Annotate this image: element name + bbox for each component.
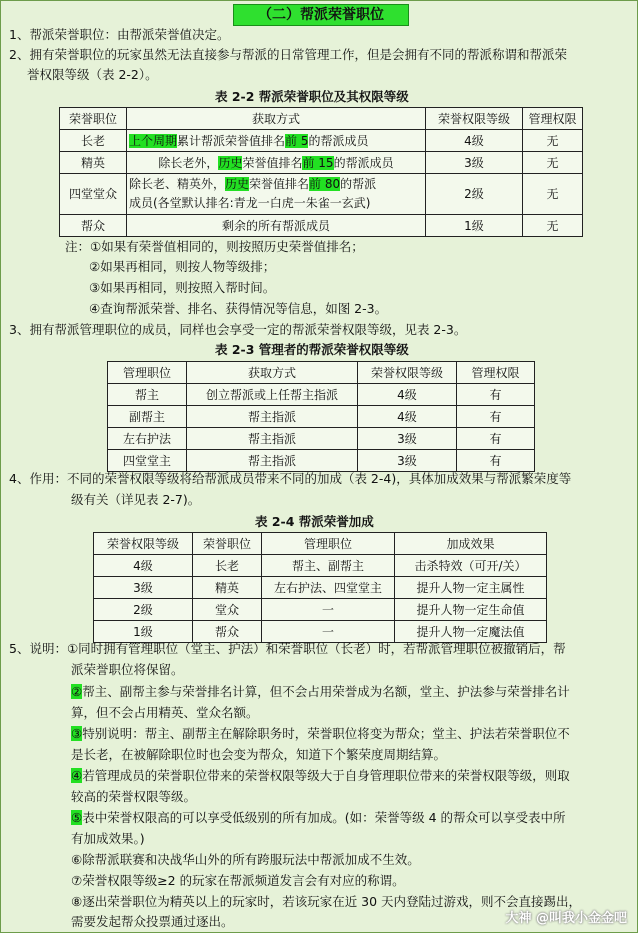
table-row <box>94 599 547 621</box>
table-cell: 帮众 <box>193 621 262 643</box>
paragraph-2-line-1: 2、拥有荣誉职位的玩家虽然无法直接参与帮派的日常管理工作，但是会拥有不同的帮派称谓和帮派荣 <box>9 47 567 62</box>
table-2-3-caption: 表 2-3 管理者的帮派荣誉权限等级 <box>215 342 409 357</box>
paragraph-3: 3、拥有帮派管理职位的成员，同样也会享受一定的帮派荣誉权限等级，见表 2-3。 <box>9 322 467 337</box>
table-2-4-caption: 表 2-4 帮派荣誉加成 <box>255 514 374 529</box>
table-cell: 帮主、副帮主 <box>262 555 395 577</box>
section-title: （二）帮派荣誉职位 <box>233 4 409 26</box>
table-cell: 3级 <box>94 577 193 599</box>
table-cell: 长老 <box>193 555 262 577</box>
note-text: 表中荣誉权限高的可以享受低级别的所有加成。(如：荣誉等级 4 的帮众可以享受表中所 <box>82 810 566 825</box>
method-cell <box>127 174 426 215</box>
position-cell: 长老 <box>60 130 127 152</box>
note-5-item-2 <box>71 682 570 702</box>
table-cell: 帮主指派 <box>187 450 358 472</box>
table-cell: 堂众 <box>193 599 262 621</box>
table-header-row <box>108 362 535 384</box>
note-5-line-1b: 派荣誉职位将保留。 <box>71 662 184 677</box>
note-5-item-8: ⑧逐出荣誉职位为精英以上的玩家时，若该玩家在近 30 天内登陆过游戏，则不会直接踢出， <box>71 894 582 909</box>
table-cell: 有 <box>457 450 535 472</box>
admin-cell: 无 <box>523 130 583 152</box>
header-cell: 管理职位 <box>108 362 187 384</box>
header-cell: 荣誉职位 <box>60 108 127 130</box>
paragraph-2-line-2: 誉权限等级（表 2-2）。 <box>27 67 158 82</box>
position-cell: 精英 <box>60 152 127 174</box>
note-text: 若管理成员的荣誉职位带来的荣誉权限等级大于自身管理职位带来的荣誉权限等级，则取 <box>82 768 570 783</box>
watermark: 大神 @叫我小金金吧 <box>505 911 627 926</box>
highlight: 上个周期 <box>129 133 178 148</box>
note-2: ②如果再相同，则按人物等级排； <box>89 259 276 274</box>
header-cell: 获取方式 <box>187 362 358 384</box>
paragraph-4-line-1: 4、作用：不同的荣誉权限等级将给帮派成员带来不同的加成（表 2-4)，具体加成效果与帮派繁荣度等 <box>9 471 572 486</box>
table-row <box>60 152 583 174</box>
table-cell: 帮主指派 <box>187 428 358 450</box>
table-row <box>108 428 535 450</box>
highlight-marker: ② <box>71 684 83 699</box>
paragraph-4-line-2: 级有关（详见表 2-7)。 <box>71 492 201 507</box>
header-cell: 荣誉权限等级 <box>426 108 523 130</box>
note-5-item-3b: 是长老，在被解除职位时也会变为帮众，知道下个繁荣度周期结算。 <box>71 747 447 762</box>
highlight-marker: ⑤ <box>71 810 83 825</box>
table-row <box>60 174 583 215</box>
header-cell: 管理权限 <box>457 362 535 384</box>
paragraph-1: 1、帮派荣誉职位：由帮派荣誉值决定。 <box>9 27 230 42</box>
table-cell: 一 <box>262 599 395 621</box>
note-5-item-3 <box>71 724 570 744</box>
highlight: 前 15 <box>302 155 334 170</box>
header-cell: 荣誉权限等级 <box>358 362 457 384</box>
note-text: 帮主、副帮主参与荣誉排名计算，但不会占用荣誉成为名额，堂主、护法参与荣誉排名计 <box>82 684 570 699</box>
method-text: 的帮派成员 <box>333 155 394 170</box>
note-5-item-5b: 有加成效果。) <box>71 831 145 846</box>
method-text: 累计帮派荣誉值排名 <box>177 133 286 148</box>
table-cell: 3级 <box>358 450 457 472</box>
table-cell: 击杀特效（可开/关） <box>395 555 547 577</box>
admin-cell: 无 <box>523 152 583 174</box>
header-cell: 加成效果 <box>395 533 547 555</box>
table-cell: 左右护法 <box>108 428 187 450</box>
table-2-3 <box>107 361 535 472</box>
table-cell: 一 <box>262 621 395 643</box>
header-cell: 荣誉权限等级 <box>94 533 193 555</box>
table-cell: 四堂堂主 <box>108 450 187 472</box>
method-text: 的帮派成员 <box>308 133 369 148</box>
level-cell: 4级 <box>426 130 523 152</box>
admin-cell: 无 <box>523 174 583 215</box>
table-cell: 4级 <box>358 384 457 406</box>
table-cell: 提升人物一定生命值 <box>395 599 547 621</box>
highlight: 历史 <box>225 177 250 191</box>
note-5-item-8b: 需要发起帮众投票通过逐出。 <box>71 914 234 929</box>
table-header-row <box>60 108 583 130</box>
table-cell: 1级 <box>94 621 193 643</box>
header-cell: 管理职位 <box>262 533 395 555</box>
position-cell: 帮众 <box>60 215 127 237</box>
method-text: 荣誉值排名 <box>249 177 310 191</box>
note-4: ④查询帮派荣誉、排名、获得情况等信息，如图 2-3。 <box>89 301 388 316</box>
table-row <box>108 406 535 428</box>
table-cell: 4级 <box>94 555 193 577</box>
note-5-line-1: 5、说明：①同时拥有管理职位（堂主、护法）和荣誉职位（长老）时，若帮派管理职位被撤销后，帮 <box>9 641 566 656</box>
table-cell: 有 <box>457 406 535 428</box>
table-cell: 提升人物一定魔法值 <box>395 621 547 643</box>
method-cell <box>127 152 426 174</box>
table-row <box>108 384 535 406</box>
highlight: 前 80 <box>309 177 341 191</box>
highlight-marker: ④ <box>71 768 83 783</box>
method-text: 成员(各堂默认排名:青龙一白虎一朱雀一玄武) <box>129 196 371 210</box>
method-text: 除长老、精英外， <box>129 177 226 191</box>
table-cell: 4级 <box>358 406 457 428</box>
table-row <box>60 215 583 237</box>
admin-cell: 无 <box>523 215 583 237</box>
note-3: ③如果再相同，则按照入帮时间。 <box>89 280 276 295</box>
method-cell: 剩余的所有帮派成员 <box>127 215 426 237</box>
note-5-item-4 <box>71 766 570 786</box>
table-cell: 精英 <box>193 577 262 599</box>
table-cell: 左右护法、四堂堂主 <box>262 577 395 599</box>
note-5-item-2b: 算，但不会占用精英、堂众名额。 <box>71 705 259 720</box>
table-cell: 副帮主 <box>108 406 187 428</box>
table-cell: 创立帮派或上任帮主指派 <box>187 384 358 406</box>
note-5-item-4b: 较高的荣誉权限等级。 <box>71 789 197 804</box>
note-5-item-7: ⑦荣誉权限等级≥2 的玩家在帮派频道发言会有对应的称谓。 <box>71 873 405 888</box>
table-cell: 有 <box>457 428 535 450</box>
method-text: 荣誉值排名 <box>242 155 303 170</box>
level-cell: 1级 <box>426 215 523 237</box>
table-row <box>60 130 583 152</box>
header-cell: 荣誉职位 <box>193 533 262 555</box>
note-text: 特别说明：帮主、副帮主在解除职务时，荣誉职位将变为帮众；堂主、护法若荣誉职位不 <box>82 726 570 741</box>
note-1: 注：①如果有荣誉值相同的，则按照历史荣誉值排名； <box>65 239 364 254</box>
table-cell: 2级 <box>94 599 193 621</box>
table-2-2 <box>59 107 583 237</box>
highlight: 历史 <box>218 155 243 170</box>
table-row <box>94 577 547 599</box>
header-cell: 管理权限 <box>523 108 583 130</box>
method-text: 除长老外， <box>158 155 219 170</box>
level-cell: 2级 <box>426 174 523 215</box>
header-cell: 获取方式 <box>127 108 426 130</box>
note-5-item-6: ⑥除帮派联赛和决战华山外的所有跨服玩法中帮派加成不生效。 <box>71 852 420 867</box>
table-cell: 帮主 <box>108 384 187 406</box>
table-row <box>94 555 547 577</box>
table-2-4 <box>93 532 547 643</box>
level-cell: 3级 <box>426 152 523 174</box>
method-cell <box>127 130 426 152</box>
table-header-row <box>94 533 547 555</box>
highlight-marker: ③ <box>71 726 83 741</box>
table-cell: 提升人物一定主属性 <box>395 577 547 599</box>
table-cell: 帮主指派 <box>187 406 358 428</box>
highlight: 前 5 <box>285 133 309 148</box>
note-5-item-5 <box>71 808 566 828</box>
position-cell: 四堂堂众 <box>60 174 127 215</box>
table-2-2-caption: 表 2-2 帮派荣誉职位及其权限等级 <box>215 89 409 104</box>
table-cell: 有 <box>457 384 535 406</box>
table-cell: 3级 <box>358 428 457 450</box>
method-text: 的帮派 <box>340 177 377 191</box>
